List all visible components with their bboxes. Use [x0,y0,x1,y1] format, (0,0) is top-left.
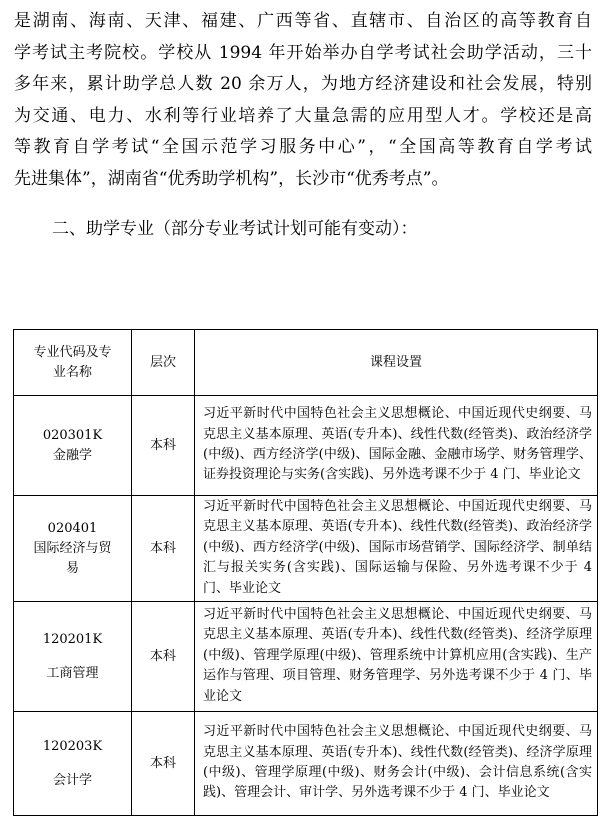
intro-line: 等教育自学考试“全国示范学习服务中心”，“全国高等教育自学考试 [14,137,592,157]
major-code: 120203K [42,738,103,754]
header-code-name [14,330,132,396]
header-code-line: 专业代码及专 [33,344,112,360]
major-level: 本科 [132,396,195,496]
major-code: 120201K [42,631,103,647]
majors-table [13,329,598,816]
major-name: 工商管理 [46,665,99,681]
major-code: 020301K [42,427,103,443]
table-row [14,396,598,496]
major-code: 020401 [47,520,98,536]
major-level: 本科 [132,496,195,602]
major-courses: 习近平新时代中国特色社会主义思想概论、中国近现代史纲要、马克思主义基本原理、英语(专升本)、线性代数(经管类)、经济学原理(中级)、管理学原理(中级)、管理系统中计算机应用(含实践)、生产运作与管理、项目管理、财务管理学、另外选考课不少于 4 门、毕业论文 [195,602,598,712]
intro-paragraph [14,6,592,195]
major-level: 本科 [132,602,195,712]
intro-line: 是湖南、海南、天津、福建、广西等省、直辖市、自治区的高等教育自 [14,11,592,31]
intro-line: 先进集体”，湖南省“优秀助学机构”，长沙市“优秀考点”。 [14,168,449,189]
major-name: 易 [65,560,79,576]
major-name: 金融学 [52,447,92,463]
major-code-name-cell [14,396,132,496]
header-courses: 课程设置 [195,330,598,396]
table-row [14,712,598,816]
major-courses: 习近平新时代中国特色社会主义思想概论、中国近现代史纲要、马克思主义基本原理、英语(专升本)、线性代数(经管类)、经济学原理(中级)、管理学原理(中级)、财务会计(中级)、会计信息系统(含实践)、管理会计、审计学、另外选考课不少于 4 门、毕业论文 [195,712,598,816]
major-code-name-cell [14,602,132,712]
major-courses: 习近平新时代中国特色社会主义思想概论、中国近现代史纲要、马克思主义基本原理、英语(专升本)、线性代数(经管类)、政治经济学(中级)、西方经济学(中级)、国际市场营销学、国际经济学、制单结汇与报关实务(含实践)、国际运输与保险、另外选考课不少于 4 门、毕业论文 [195,496,598,602]
table-row [14,602,598,712]
intro-line: 多年来，累计助学总人数 20 余万人，为地方经济建设和社会发展，特别 [14,74,592,94]
header-code-line: 业名称 [52,364,92,380]
table-row [14,496,598,602]
major-name: 会计学 [52,772,92,788]
intro-line: 为交通、电力、水利等行业培养了大量急需的应用型人才。学校还是高 [14,105,592,126]
header-level: 层次 [132,330,195,396]
major-courses: 习近平新时代中国特色社会主义思想概论、中国近现代史纲要、马克思主义基本原理、英语(专升本)、线性代数(经管类)、政治经济学(中级)、西方经济学(中级)、国际金融、金融市场学、财务管理学、证券投资理论与实务(含实践)、另外选考课不少于 4 门、毕业论文 [195,396,598,496]
major-level: 本科 [132,712,195,816]
section-heading: 二、助学专业（部分专业考试计划可能有变动）： [52,219,418,239]
intro-line: 学考试主考院校。学校从 1994 年开始举办自学考试社会助学活动，三十 [14,42,592,63]
major-name: 国际经济与贸 [33,540,112,556]
major-code-name-cell [14,496,132,602]
table-header-row [14,330,598,396]
major-code-name-cell [14,712,132,816]
